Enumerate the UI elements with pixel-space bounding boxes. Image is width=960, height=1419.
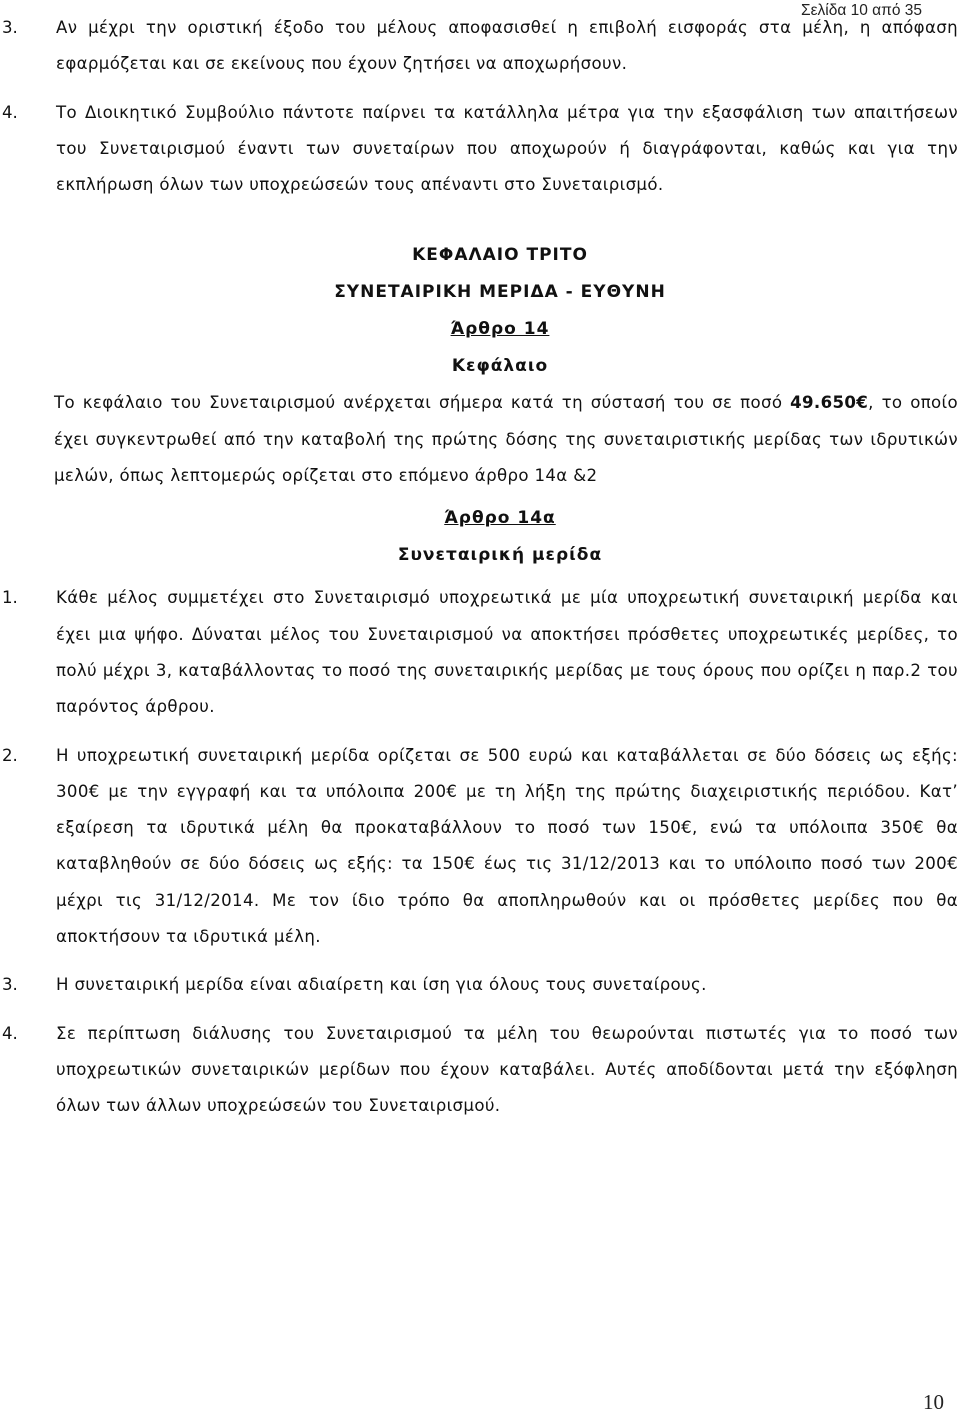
item-number: 2. (2, 745, 18, 765)
article-14-text (54, 385, 958, 494)
item-number: 4. (2, 102, 18, 122)
list-item (0, 738, 958, 956)
list-item (0, 967, 958, 1003)
item-text: Η υποχρεωτική συνεταιρική μερίδα ορίζεται σε 500 ευρώ και καταβάλλεται σε δύο δόσεις ως εξής: 300€ με την εγγραφή και τα υπόλοιπα 200€ με τη λήξη της πρώτης διαχειριστικής περιόδου. Κατ’ εξαίρεση τα ιδρυτικά μέλη θα προκαταβάλλουν το ποσό των 150€, ενώ τα υπόλοιπα 350€ θα καταβληθούν σε δύο δόσεις ως εξής: τα 150€ έως τις 31/12/2013 και το υπόλοιπο ποσό των 200€ μέχρι τις 31/12/2014. Με τον ίδιο τρόπο θα αποπληρωθούν και οι πρόσθετες μερίδες που θα αποκτήσουν τα ιδρυτικά μέλη. (56, 745, 958, 947)
item-text: Η συνεταιρική μερίδα είναι αδιαίρετη και ίση για όλους τους συνεταίρους. (56, 975, 707, 995)
item-number: 3. (2, 975, 18, 995)
page-number: 10 (923, 1390, 944, 1414)
item-number: 1. (2, 588, 18, 608)
list-item (0, 1016, 958, 1125)
item-number: 3. (2, 18, 18, 37)
article-14-subtitle: Κεφάλαιο (451, 356, 549, 377)
article-14a-subtitle: Συνεταιρική μερίδα (397, 545, 603, 566)
list-item (0, 10, 958, 83)
item-text: Σε περίπτωση διάλυσης του Συνεταιρισμού τα μέλη του θεωρούνται πιστωτές για το ποσό των υποχρεωτικών συνεταιρικών μερίδων που έχουν καταβάλει. Αυτές αποδίδονται μετά την εξόφληση όλων των άλλων υποχρεώσεών του Συνεταιρισμού. (56, 1023, 958, 1116)
item-text: Κάθε μέλος συμμετέχει στο Συνεταιρισμό υποχρεωτικά με μία υποχρεωτική συνεταιρική μερίδα και έχει μια ψήφο. Δύναται μέλος του Συνεταιρισμού να αποκτήσει πρόσθετες υποχρεωτικές μερίδες, το πολύ μέχρι 3, καταβάλλοντας το ποσό της συνεταιρικής μερίδας με τους όρους που ορίζει η παρ.2 του παρόντος άρθρου. (56, 588, 958, 717)
page-header: Σελίδα 10 από 35 (801, 2, 922, 19)
article-14-title: Άρθρο 14 (450, 319, 550, 340)
article-14-text-end: , το οποίο έχει συγκεντρωθεί από την καταβολή της πρώτης δόσης της συνεταιριστικής μερίδας των ιδρυτικών μελών, όπως λεπτομερώς ορίζεται στο επόμενο άρθρο 14α &2 (54, 393, 959, 486)
list-item (0, 95, 958, 204)
capital-amount: 49.650€ (790, 393, 869, 413)
item-text: Αν μέχρι την οριστική έξοδο του μέλους αποφασισθεί η επιβολή εισφοράς στα μέλη, η απόφαση εφαρμόζεται και σε εκείνους που έχουν ζητήσει να αποχωρήσουν. (56, 18, 958, 74)
chapter-title: ΚΕΦΑΛΑΙΟ ΤΡΙΤΟ (412, 245, 588, 266)
item-text: Το Διοικητικό Συμβούλιο πάντοτε παίρνει τα κατάλληλα μέτρα για την εξασφάλιση των απαιτήσεων του Συνεταιρισμού έναντι των συνεταίρων που αποχωρούν ή διαγράφονται, καθώς και για την εκπλήρωση όλων των υποχρεώσεών τους απέναντι στο Συνεταιρισμό. (56, 102, 958, 195)
item-number: 4. (2, 1023, 18, 1043)
document-body (0, 10, 958, 1137)
article-14a-title: Άρθρο 14α (444, 508, 556, 529)
article-14-text-start: Το κεφάλαιο του Συνεταιρισμού ανέρχεται σήμερα κατά τη σύστασή του σε ποσό (54, 393, 791, 413)
chapter-subtitle: ΣΥΝΕΤΑΙΡΙΚΗ ΜΕΡΙΔΑ - ΕΥΘΥΝΗ (334, 282, 666, 303)
list-item (0, 580, 958, 725)
